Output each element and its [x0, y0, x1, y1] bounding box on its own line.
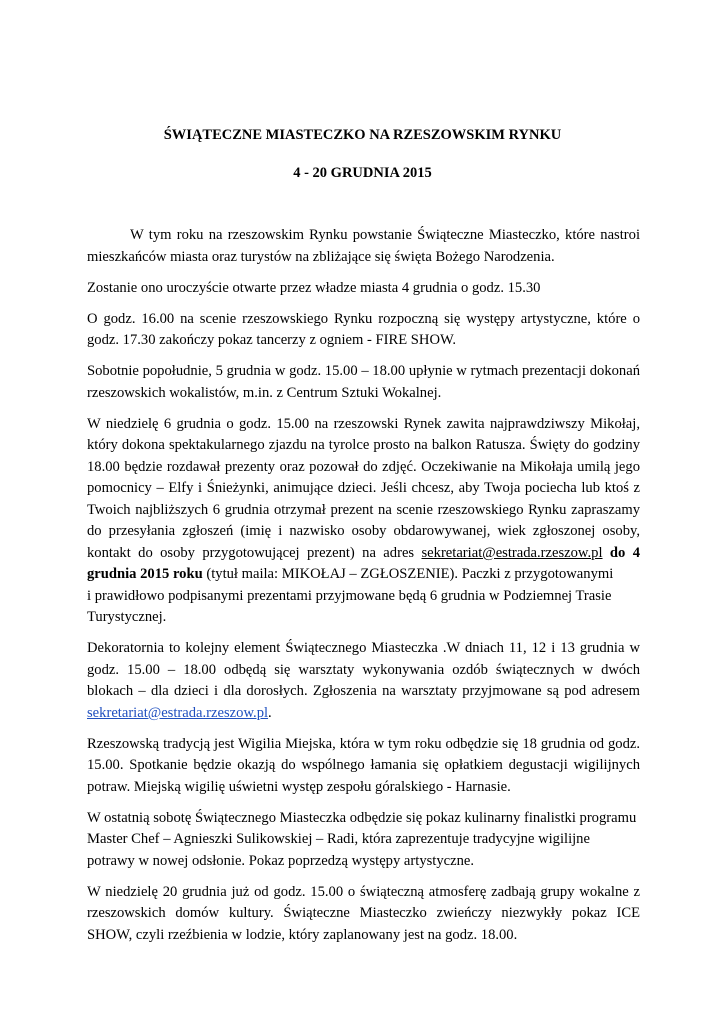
document-body — [87, 225, 640, 956]
event-dates: 4 - 20 GRUDNIA 2015 — [293, 165, 432, 181]
paragraph-fire-show: O godz. 16.00 na scenie rzeszowskiego Rynku rozpoczną się występy artystyczne, które o godz. 17.30 zakończy pokaz tancerzy z ogniem - FIRE SHOW. — [87, 310, 640, 348]
paragraph-master-chef: W ostatnią sobotę Świątecznego Miasteczka odbędzie się pokaz kulinarny finalistki programu Master Chef – Agnieszki Sulikowskiej – Radi, która zaprezentuje tradycyjne wigilijne potrawy w nowej odsłonie. Pokaz poprzedzą występy artystyczne. — [87, 809, 637, 869]
document-title: ŚWIĄTECZNE MIASTECZKO NA RZESZOWSKIM RYNKU — [163, 127, 562, 143]
paragraph-santa-continued: i prawidłowo podpisanymi prezentami przyjmowane będą 6 grudnia w Podziemnej Trasie Turystycznej. — [87, 587, 612, 625]
workshops-end: . — [268, 704, 272, 721]
paragraph-intro: W tym roku na rzeszowskim Rynku powstanie Świąteczne Miasteczko, które nastroi mieszkańców miasta oraz turystów na zbliżające się święta Bożego Narodzenia. — [87, 227, 640, 265]
santa-text-b: (tytuł maila: MIKOŁAJ – ZGŁOSZENIE). Paczki z przygotowanymi — [202, 566, 614, 582]
paragraph-city-wigilia: Rzeszowską tradycją jest Wigilia Miejska, która w tym roku odbędzie się 18 grudnia od godz. 15.00. Spotkanie będzie okazją do wspólnego łamania się opłatkiem degustacji wigilijnych potraw. Miejską wigilię uświetni występ zespołu góralskiego - Harnasie. — [87, 735, 640, 795]
workshops-email-link[interactable]: sekretariat@estrada.rzeszow.pl — [87, 704, 269, 721]
santa-text: W niedzielę 6 grudnia o godz. 15.00 na rzeszowski Rynek zawita najprawdziwszy Mikołaj, który dokona spektakularnego zjazdu na tyrolce prosto na balkon Ratusza. Święty do godziny 18.00 będzie rozdawał prezenty oraz pozował do zdjęć. Oczekiwanie na Mikołaja umilą jego pomocnicy – Elfy i Śnieżynki, animujące dzieci. Jeśli chcesz, aby Twoja pociecha lub ktoś z Twoich najbliższych 6 grudnia otrzymał prezent na scenie rzeszowskiego Rynku zapraszamy do przesyłania zgłoszeń (imię i nazwisko osoby obdarowywanej, wiek zgłoszonej osoby, kontakt do osoby przygotowującej prezent) na adres — [87, 415, 640, 561]
paragraph-santa — [87, 414, 640, 586]
santa-deadline: do 4 grudnia 2015 roku — [87, 544, 640, 582]
paragraph-ice-show: W niedzielę 20 grudnia już od godz. 15.00 o świąteczną atmosferę zadbają grupy wokalne z rzeszowskich domów kultury. Świąteczne Miasteczko zwieńczy niezwykły pokaz ICE SHOW, czyli rzeźbienia w lodzie, który zaplanowany jest na godz. 18.00. — [87, 883, 640, 943]
paragraph-opening: Zostanie ono uroczyście otwarte przez władze miasta 4 grudnia o godz. 15.30 — [87, 279, 541, 296]
workshops-text: Dekoratornia to kolejny element Świątecznego Miasteczka .W dniach 11, 12 i 13 grudnia w godz. 15.00 – 18.00 odbędą się warsztaty wykonywania ozdób świątecznych w dwóch blokach – dla dzieci i dla dorosłych. Zgłoszenia na warsztaty przyjmowane są pod adresem — [87, 640, 640, 699]
paragraph-vocalists: Sobotnie popołudnie, 5 grudnia w godz. 15.00 – 18.00 upłynie w rytmach prezentacji dokonań rzeszowskich wokalistów, m.in. z Centrum Sztuki Wokalnej. — [87, 363, 640, 401]
paragraph-workshops — [87, 638, 640, 724]
santa-email-link[interactable]: sekretariat@estrada.rzeszow.pl — [421, 544, 603, 561]
